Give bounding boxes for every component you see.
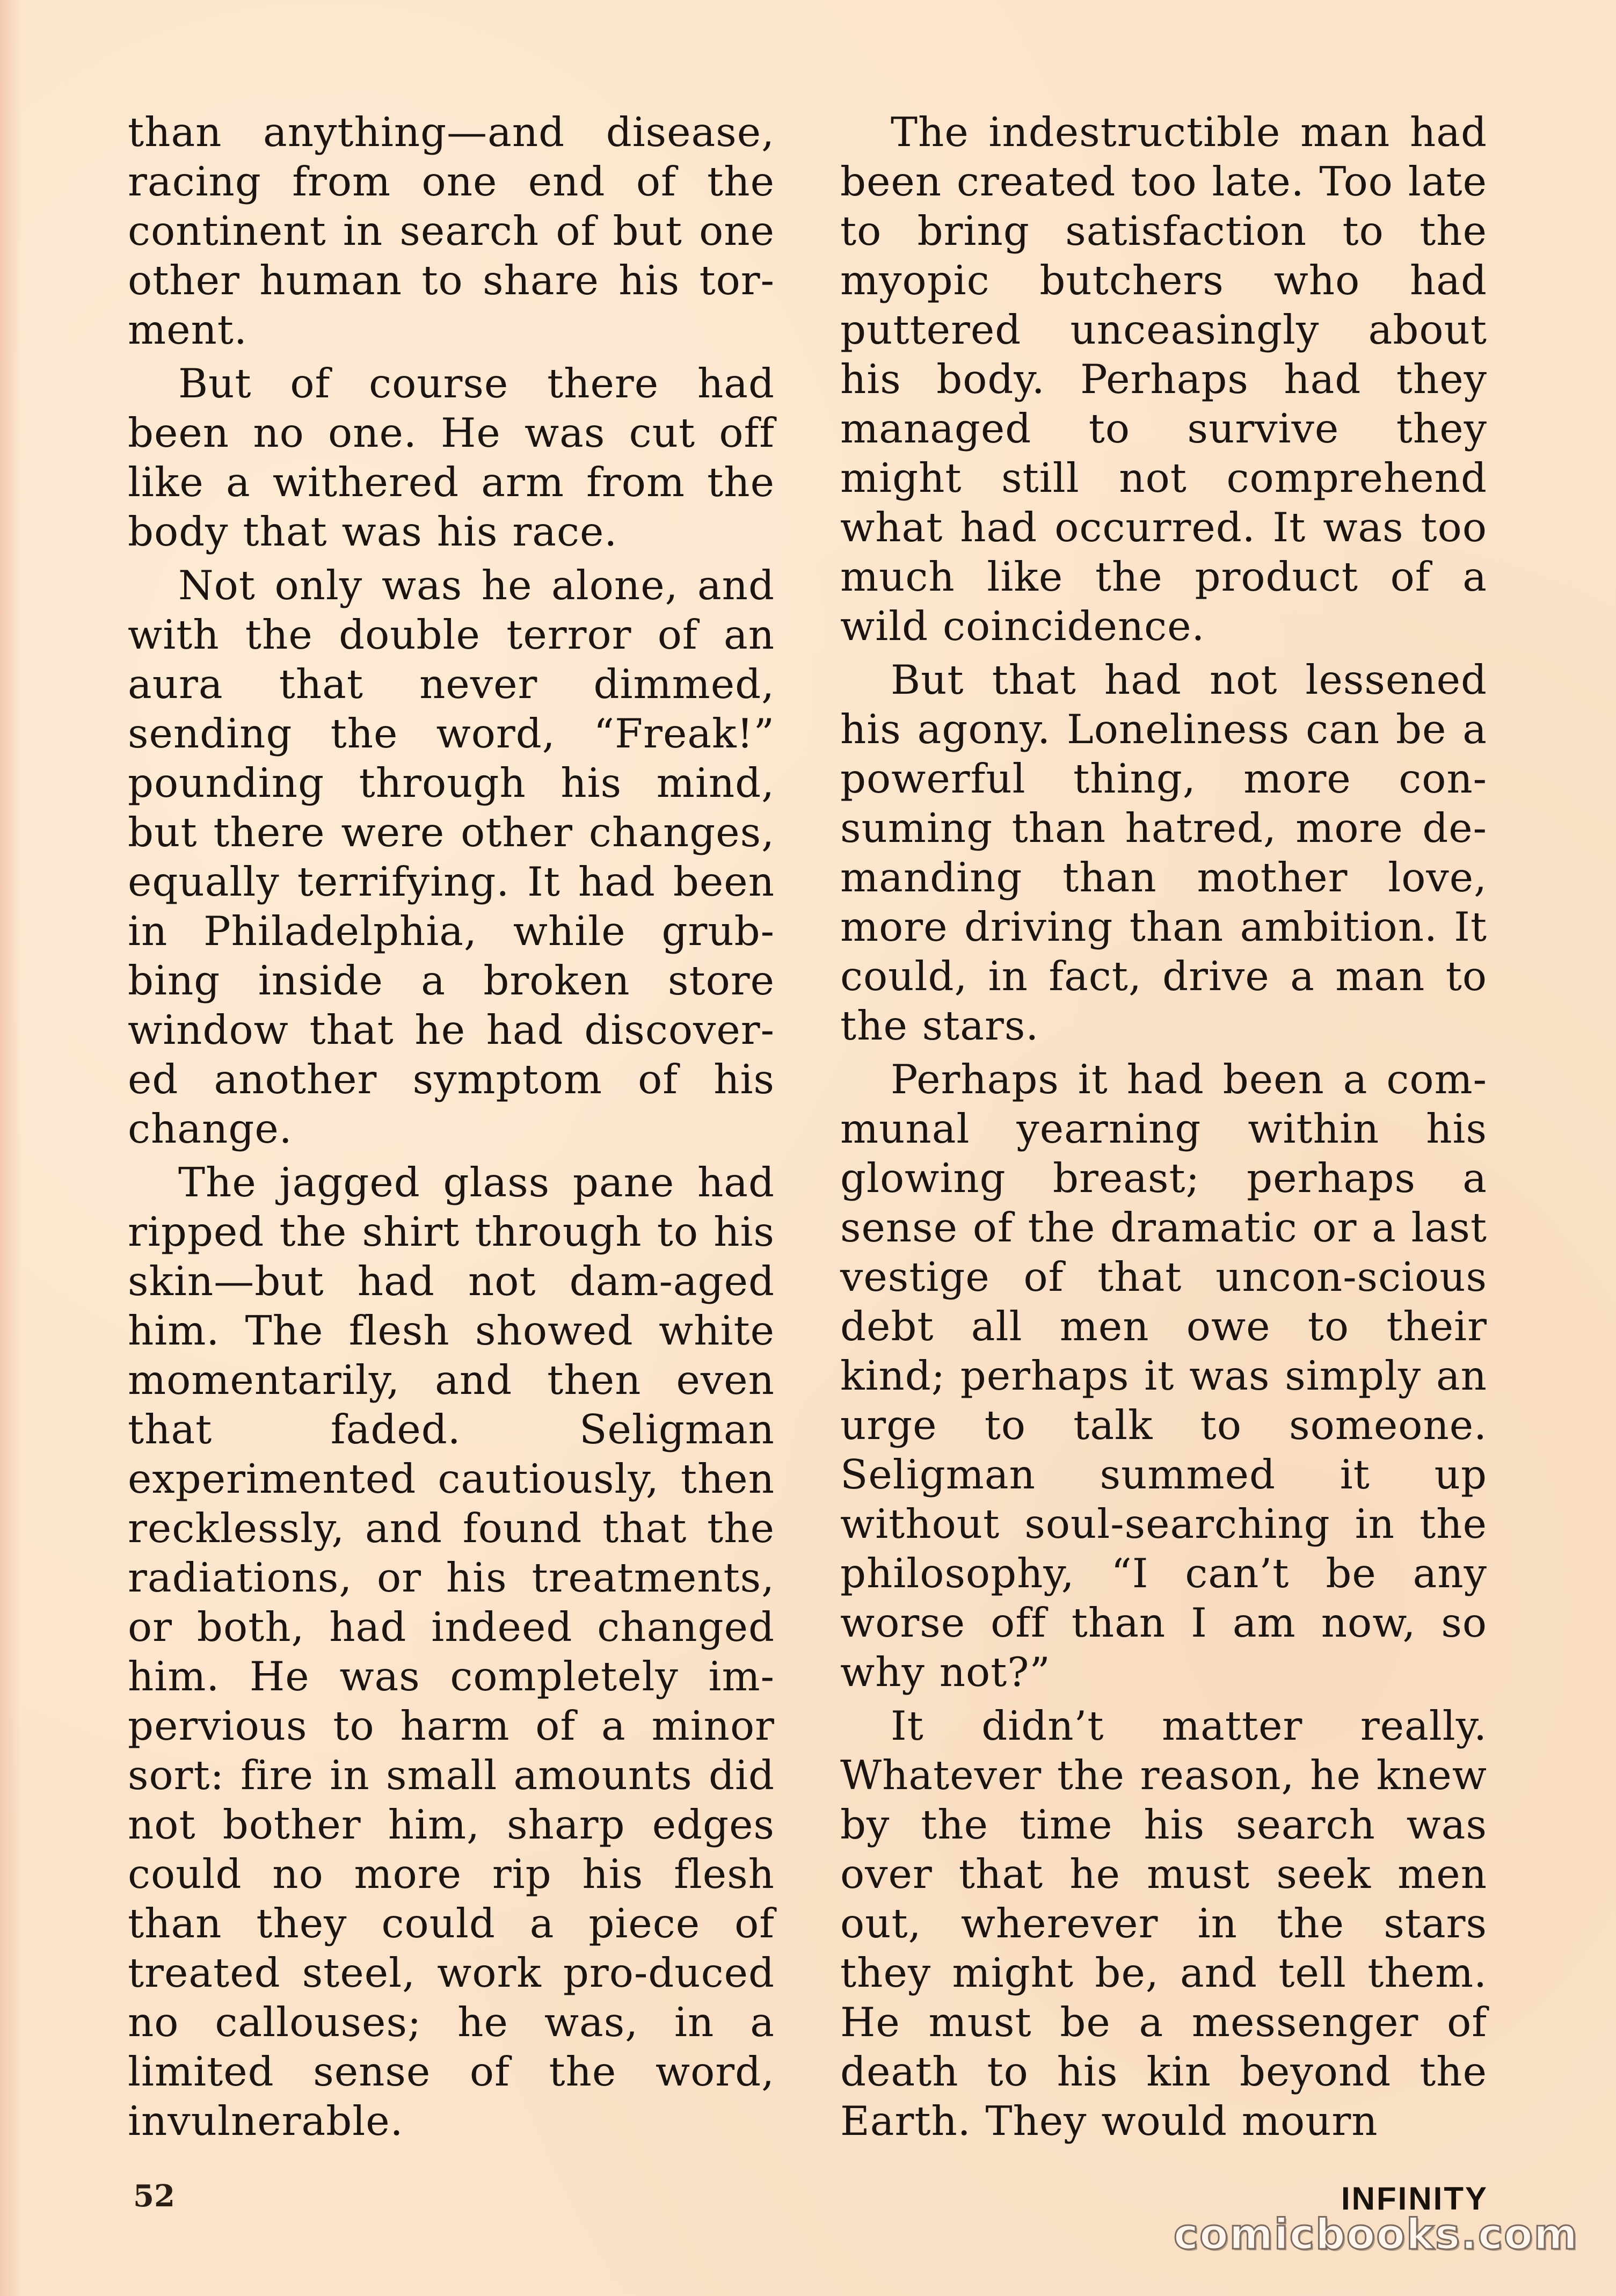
paragraph: The indestructible man had been created too late. Too late to bring satisfaction to the myopic butchers who had puttered unceasingly about his body. Perhaps had they managed to survive they might still not comprehend what had occurred. It was too much like the product of a wild coincidence.	[840, 108, 1487, 650]
paragraph: But that had not lessened his agony. Loneliness can be a powerful thing, more con-suming than hatred, more de-manding than mother love, more driving than ambition. It could, in fact, drive a man to the stars.	[840, 656, 1487, 1049]
paragraph: than anything—and disease, racing from one end of the continent in search of but one other human to share his tor-ment.	[128, 108, 775, 353]
paragraph: It didn’t matter really. Whatever the reason, he knew by the time his search was over that he must seek men out, wherever in the stars they might be, and tell them. He must be a messenger of death to his kin beyond the Earth. They would mourn	[840, 1702, 1487, 2145]
paragraph: The jagged glass pane had ripped the shirt through to his skin—but had not dam-aged him. The flesh showed white momentarily, and then even that faded. Seligman experimented cautiously, then recklessly, and found that the radiations, or his treatments, or both, had indeed changed him. He was completely im-pervious to harm of a minor sort: fire in small amounts did not bother him, sharp edges could no more rip his flesh than they could a piece of treated steel, work pro-duced no callouses; he was, in a limited sense of the word, invulnerable.	[128, 1159, 775, 2145]
right-text-column	[840, 107, 1487, 2150]
paragraph: Perhaps it had been a com-munal yearning within his glowing breast; perhaps a sense of the dramatic or a last vestige of that uncon-scious debt all men owe to their kind; perhaps it was simply an urge to talk to someone. Seligman summed it up without soul-searching in the philosophy, “I can’t be any worse off than I am now, so why not?”	[840, 1056, 1487, 1696]
paragraph: But of course there had been no one. He was cut off like a withered arm from the body that was his race.	[128, 360, 775, 555]
paragraph: Not only was he alone, and with the double terror of an aura that never dimmed, sending the word, “Freak!” pounding through his mind, but there were other changes, equally terrifying. It had been in Philadelphia, while grub-bing inside a broken store window that he had discover-ed another symptom of his change.	[128, 562, 775, 1152]
page-number: 52	[133, 2178, 175, 2214]
watermark-text: comicbooks.com	[1173, 2211, 1578, 2259]
magazine-title: INFINITY	[1341, 2181, 1488, 2217]
page-edge-shadow	[0, 0, 21, 2296]
left-text-column	[128, 107, 775, 2150]
